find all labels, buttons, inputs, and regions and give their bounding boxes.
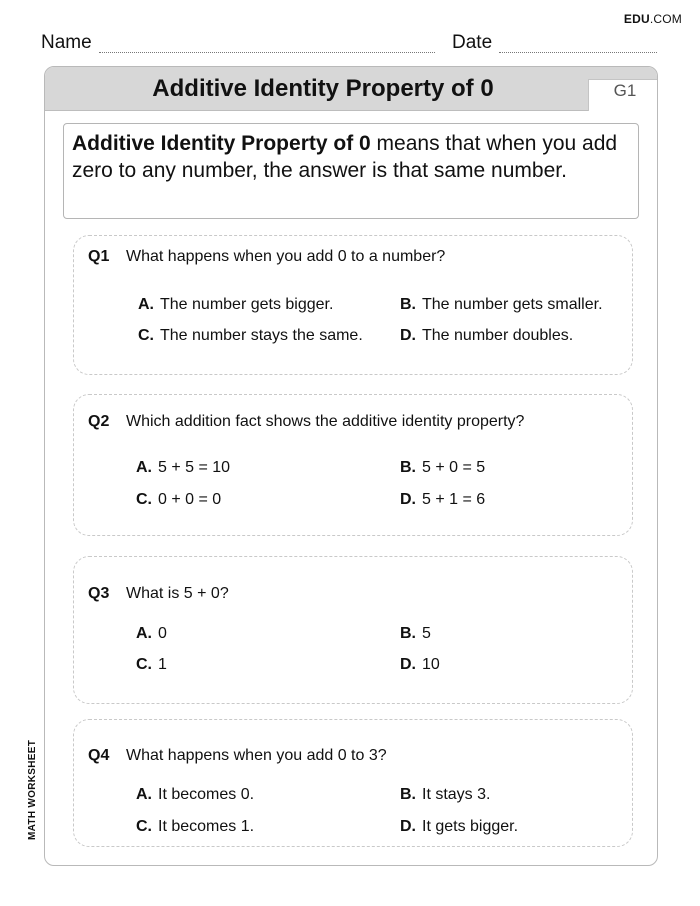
name-line[interactable]: [99, 52, 435, 53]
option-a[interactable]: A. 0: [136, 625, 167, 642]
option-c[interactable]: C. 1: [136, 656, 167, 673]
option-b[interactable]: B. It stays 3.: [400, 786, 491, 803]
option-d[interactable]: D. 10: [400, 656, 440, 673]
worksheet-title: Additive Identity Property of 0: [152, 75, 494, 102]
question-card-1: [73, 235, 633, 375]
question-card-3: [73, 556, 633, 704]
definition-text: means that when you add zero to any number, the answer is that same number.: [72, 132, 618, 182]
title-bar: [45, 67, 657, 111]
option-b[interactable]: B. The number gets smaller.: [400, 296, 603, 313]
date-line[interactable]: [499, 52, 657, 53]
question-card-4: [73, 719, 633, 847]
question-card-2: [73, 394, 633, 536]
option-d[interactable]: D. 5 + 1 = 6: [400, 491, 486, 508]
name-label: Name: [41, 32, 92, 53]
question-number: Q3: [88, 585, 110, 602]
date-label: Date: [452, 32, 493, 53]
option-a[interactable]: A. The number gets bigger.: [138, 296, 334, 313]
option-a[interactable]: A. It becomes 0.: [136, 786, 255, 803]
question-number: Q2: [88, 413, 110, 430]
brand-logo: [624, 12, 682, 26]
question-text: What happens when you add 0 to a number?: [126, 248, 446, 265]
option-d[interactable]: D. It gets bigger.: [400, 818, 519, 835]
name-date-row: [41, 32, 657, 54]
question-text: What happens when you add 0 to 3?: [126, 747, 387, 764]
option-d[interactable]: D. The number doubles.: [400, 327, 574, 344]
question-text: What is 5 + 0?: [126, 585, 229, 602]
grade-label: G1: [613, 81, 637, 100]
definition-box: [63, 123, 639, 219]
question-number: Q1: [88, 248, 110, 265]
option-a[interactable]: A. 5 + 5 = 10: [136, 459, 231, 476]
definition-term: Additive Identity Property of 0: [72, 132, 371, 155]
question-number: Q4: [88, 747, 110, 764]
option-c[interactable]: C. 0 + 0 = 0: [136, 491, 222, 508]
option-c[interactable]: C. The number stays the same.: [138, 327, 363, 344]
worksheet-card: [44, 66, 658, 866]
brand-tld: .COM: [649, 12, 682, 26]
option-c[interactable]: C. It becomes 1.: [136, 818, 255, 835]
question-text: Which addition fact shows the additive identity property?: [126, 413, 525, 430]
option-b[interactable]: B. 5 + 0 = 5: [400, 459, 486, 476]
side-label: MATH WORKSHEET: [27, 739, 38, 840]
brand-name: EDU: [623, 12, 650, 26]
option-b[interactable]: B. 5: [400, 625, 431, 642]
